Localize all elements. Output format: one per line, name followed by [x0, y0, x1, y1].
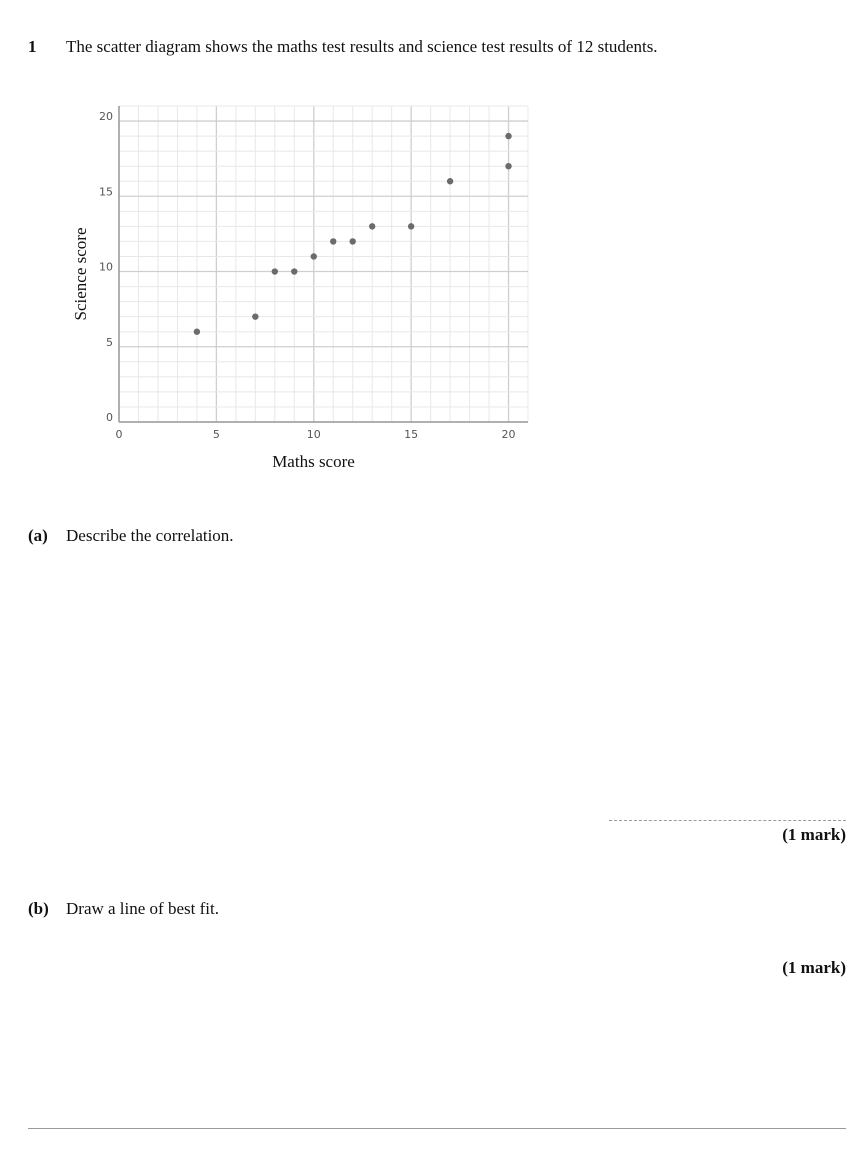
- x-axis-title: Maths score: [272, 452, 355, 471]
- x-tick-label: 10: [306, 428, 321, 441]
- x-tick-label: 5: [212, 428, 220, 441]
- data-point: [369, 223, 375, 229]
- data-point: [330, 238, 336, 244]
- question-number: 1: [28, 37, 37, 56]
- x-tick-label: 0: [115, 428, 123, 441]
- chart-tick-labels: [99, 110, 516, 441]
- part-a-marks: (1 mark): [782, 825, 846, 844]
- y-tick-label: 0: [106, 411, 113, 424]
- data-point: [272, 268, 278, 274]
- part-a-label: (a): [28, 526, 48, 545]
- y-tick-label: 20: [99, 110, 113, 124]
- data-point: [291, 268, 297, 274]
- footer-rule: [28, 1128, 846, 1129]
- part-b-label: (b): [28, 899, 49, 918]
- chart-axes: [119, 106, 528, 422]
- answer-line[interactable]: [609, 820, 846, 821]
- data-point: [194, 329, 200, 335]
- y-tick-label: 5: [106, 335, 113, 349]
- data-point: [505, 133, 511, 139]
- data-point: [447, 178, 453, 184]
- data-point: [505, 163, 511, 169]
- data-point: [408, 223, 414, 229]
- x-tick-label: 15: [404, 428, 419, 441]
- scatter-diagram: [60, 98, 540, 478]
- data-point: [252, 313, 258, 319]
- y-tick-label: 15: [99, 185, 113, 199]
- part-b-text: Draw a line of best fit.: [66, 899, 219, 918]
- chart-grid: [119, 106, 528, 422]
- part-a-text: Describe the correlation.: [66, 526, 234, 545]
- data-point: [311, 253, 317, 259]
- part-b-marks: (1 mark): [782, 958, 846, 977]
- y-tick-label: 10: [99, 260, 113, 274]
- data-point: [350, 238, 356, 244]
- question-text: The scatter diagram shows the maths test results and science test results of 12 students.: [66, 37, 658, 56]
- y-axis-title: Science score: [71, 227, 90, 321]
- x-tick-label: 20: [501, 428, 516, 441]
